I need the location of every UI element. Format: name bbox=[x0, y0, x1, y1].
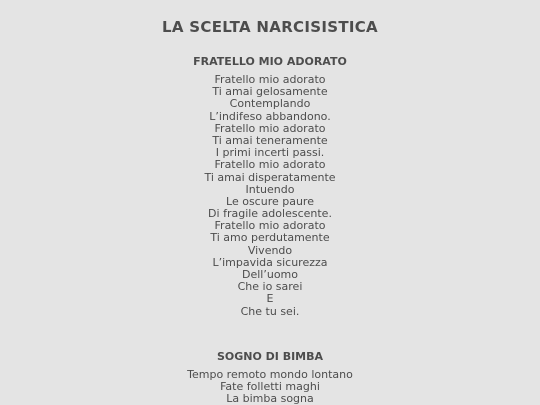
poem-line: Contemplando bbox=[229, 97, 311, 111]
poem-line: Dell’uomo bbox=[242, 268, 298, 281]
poem-line: Intuendo bbox=[245, 182, 295, 196]
poem-line: Ti amo perdutamente bbox=[210, 231, 330, 245]
book-title: LA SCELTA NARCISISTICA bbox=[162, 18, 378, 36]
poem-line: Vivendo bbox=[247, 243, 293, 257]
poem-line: Che io sarei bbox=[237, 280, 303, 294]
poem-line: Fratello mio adorato bbox=[214, 158, 326, 172]
poem-line: L’indifeso abbandono. bbox=[209, 109, 331, 123]
poem-title: SOGNO DI BIMBA bbox=[216, 350, 324, 363]
poem-line: Che tu sei. bbox=[240, 304, 300, 318]
poem-body bbox=[0, 74, 540, 318]
poem-line: E bbox=[266, 292, 274, 306]
poem-line: Le oscure paure bbox=[226, 194, 314, 208]
poem-line: Di fragile adolescente. bbox=[208, 207, 332, 221]
poem-line: Ti amai disperatamente bbox=[204, 170, 336, 184]
poem-line: Ti amai gelosamente bbox=[212, 85, 328, 99]
poem-body bbox=[0, 369, 540, 405]
poem-line: La bimba sogna bbox=[226, 392, 314, 405]
poem-line: L’impavida sicurezza bbox=[212, 255, 328, 269]
poem-line: Fate folletti maghi bbox=[220, 380, 320, 394]
poem-title: FRATELLO MIO ADORATO bbox=[193, 55, 347, 68]
poem-line: Fratello mio adorato bbox=[214, 73, 326, 86]
poem-line: Ti amai teneramente bbox=[212, 133, 328, 147]
poem-line: I primi incerti passi. bbox=[215, 146, 325, 160]
poem-line: Fratello mio adorato bbox=[214, 121, 326, 135]
poem-line: Fratello mio adorato bbox=[214, 219, 326, 233]
poem-line: Tempo remoto mondo lontano bbox=[187, 368, 353, 381]
